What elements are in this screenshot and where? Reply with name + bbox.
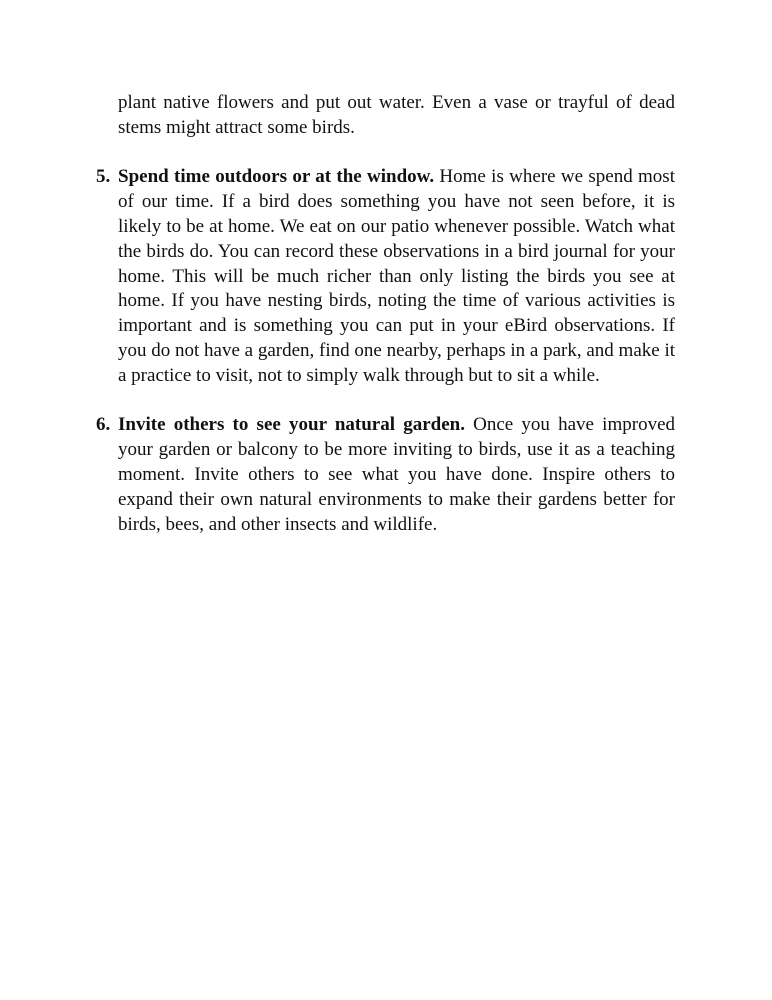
numbered-list bbox=[96, 91, 675, 562]
list-item-body: Once you have improved your garden or balcony to be more inviting to birds, use it as a teaching moment. Invite others to see what you have done. Inspire others to expand their own natural environments to make their gardens better for birds, bees, and other insects and wildlife. bbox=[118, 414, 675, 535]
list-item-body: Home is where we spend most of our time. If a bird does something you have not seen before, it is likely to be at home. We eat on our patio whenever possible. Watch what the birds do. You can record these observations in a bird journal for your home. This will be much richer than only listing the birds you see at home. If you have nesting birds, noting the time of various activities is important and is something you can put in your eBird observations. If you do not have a garden, find one nearby, perhaps in a park, and make it a practice to visit, not to simply walk through but to sit a while. bbox=[118, 166, 675, 386]
list-item-number: 5. bbox=[96, 166, 111, 188]
list-item-heading: Invite others to see your natural garden. bbox=[118, 414, 465, 436]
list-item-5 bbox=[96, 165, 675, 388]
list-item-continuation bbox=[96, 91, 675, 141]
list-item-body: plant native flowers and put out water. Even a vase or trayful of dead stems might attract some birds. bbox=[118, 92, 675, 138]
list-item-6 bbox=[96, 413, 675, 537]
list-item-heading: Spend time outdoors or at the window. bbox=[118, 166, 435, 188]
list-item-number: 6. bbox=[96, 414, 111, 436]
